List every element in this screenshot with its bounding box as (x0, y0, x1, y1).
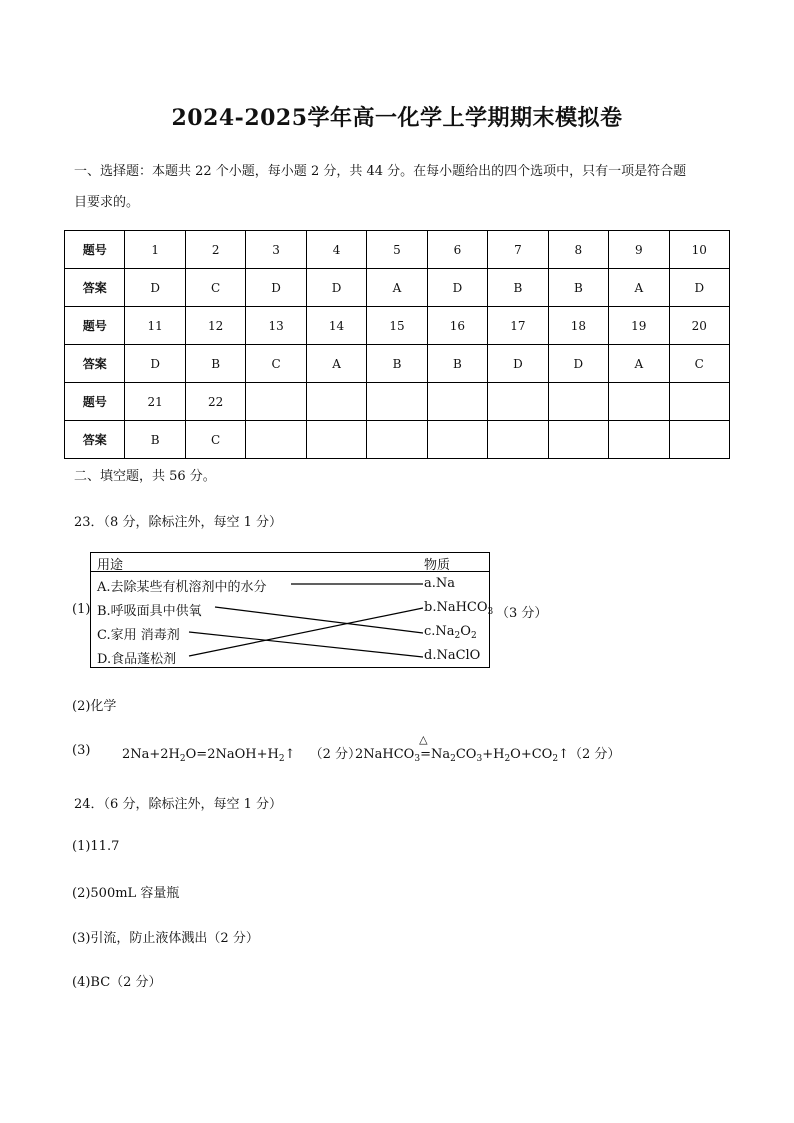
table-row-answer (65, 345, 730, 383)
question-number-cell: 18 (548, 307, 608, 345)
question-number-cell: 21 (125, 383, 185, 421)
eq2-part-a: 2NaHCO (355, 747, 415, 762)
question-number-cell: 12 (185, 307, 245, 345)
question-number-cell (427, 383, 487, 421)
eq1-part-c: ↑ (284, 747, 296, 762)
answer-cell: C (185, 269, 245, 307)
answer-cell: D (669, 269, 729, 307)
question-number-cell: 6 (427, 231, 487, 269)
heat-symbol: △ (419, 733, 428, 746)
question-number-cell: 16 (427, 307, 487, 345)
eq2-equals: = (420, 747, 431, 762)
question-number-cell: 4 (306, 231, 366, 269)
eq2-part-b: Na (430, 747, 451, 762)
q24-part3: (3)引流，防止液体溅出（2 分） (72, 931, 259, 946)
answer-cell: B (367, 345, 427, 383)
line-d-to-b (189, 608, 423, 656)
eq2-sub4: 2 (504, 754, 511, 764)
row-label-question: 题号 (65, 383, 125, 421)
eq1-sub1: 2 (179, 754, 186, 764)
question-number-cell (246, 383, 306, 421)
table-row-answer (65, 269, 730, 307)
answer-cell: B (488, 269, 548, 307)
eq2-sub5: 2 (552, 754, 559, 764)
eq2-part-d: +H (482, 747, 505, 762)
q24-header: 24．（6 分，除标注外，每空 1 分） (74, 797, 282, 812)
use-item-c: C.家用 消毒剂 (97, 628, 180, 643)
eq1-sub2: 2 (278, 754, 285, 764)
answer-cell: B (185, 345, 245, 383)
substance-c-mid: O (460, 624, 471, 639)
row-label-answer: 答案 (65, 421, 125, 459)
answer-cell: D (125, 345, 185, 383)
answer-cell (609, 421, 669, 459)
eq1-part-b: O=2NaOH+H (185, 747, 279, 762)
answer-cell (488, 421, 548, 459)
q23-part3-label: (3) (72, 743, 91, 758)
answer-cell: A (367, 269, 427, 307)
answer-cell: B (548, 269, 608, 307)
answer-table (64, 230, 730, 459)
answer-cell: D (246, 269, 306, 307)
substance-c-text: c.Na (424, 624, 455, 639)
q23-header: 23．（8 分，除标注外，每空 1 分） (74, 515, 282, 530)
column-header-substance: 物质 (424, 558, 451, 573)
question-number-cell (669, 383, 729, 421)
matching-lines (91, 553, 489, 667)
page-title: 2024-2025学年高一化学上学期期末模拟卷 (171, 105, 623, 131)
question-number-cell (367, 383, 427, 421)
table-row-question (65, 307, 730, 345)
question-number-cell: 17 (488, 307, 548, 345)
row-label-answer: 答案 (65, 345, 125, 383)
eq2-sub2: 2 (450, 754, 456, 764)
question-number-cell (488, 383, 548, 421)
answer-cell (306, 421, 366, 459)
answer-cell: D (125, 269, 185, 307)
eq2-part-c: CO (455, 747, 477, 762)
q24-part1: (1)11.7 (72, 839, 120, 854)
question-number-cell: 15 (367, 307, 427, 345)
line-c-to-d (189, 632, 423, 657)
use-item-b: B.呼吸面具中供氧 (97, 604, 202, 619)
answer-cell (427, 421, 487, 459)
answer-cell: C (246, 345, 306, 383)
table-row-answer (65, 421, 730, 459)
row-label-question: 题号 (65, 231, 125, 269)
eq1-score: （2 分） (309, 747, 361, 762)
question-number-cell: 2 (185, 231, 245, 269)
answer-cell (669, 421, 729, 459)
eq2-part-e: O+CO (510, 747, 553, 762)
question-number-cell: 10 (669, 231, 729, 269)
answer-cell (548, 421, 608, 459)
answer-cell: A (609, 269, 669, 307)
substance-a: a.Na (424, 576, 456, 591)
answer-cell: D (488, 345, 548, 383)
question-number-cell: 14 (306, 307, 366, 345)
question-number-cell (548, 383, 608, 421)
substance-b-text: b.NaHCO (424, 600, 488, 615)
q24-part4: (4)BC（2 分） (72, 975, 162, 990)
answer-cell: C (185, 421, 245, 459)
use-item-d: D.食品蓬松剂 (97, 652, 177, 667)
answer-cell: D (548, 345, 608, 383)
q23-part1-score: （3 分） (496, 606, 548, 621)
q23-part1-label: (1) (72, 602, 91, 617)
matching-diagram (90, 552, 494, 668)
section1-instruction-line1: 一、选择题：本题共 22 个小题，每小题 2 分，共 44 分。在每小题给出的四个选项中，只有一项是符合题 (74, 164, 687, 179)
substance-b-subscript: 3 (487, 607, 494, 617)
equation-1 (122, 743, 361, 764)
question-number-cell (306, 383, 366, 421)
table-row-question (65, 231, 730, 269)
question-number-cell: 19 (609, 307, 669, 345)
table-row-question (65, 383, 730, 421)
question-number-cell: 1 (125, 231, 185, 269)
eq1-part-a: 2Na+2H (122, 747, 180, 762)
question-number-cell: 13 (246, 307, 306, 345)
question-number-cell: 20 (669, 307, 729, 345)
q23-part2: (2)化学 (72, 699, 117, 714)
eq2-part-f: ↑（2 分） (558, 747, 621, 762)
answer-cell: B (125, 421, 185, 459)
row-label-answer: 答案 (65, 269, 125, 307)
eq2-sub3: 3 (476, 754, 483, 764)
answer-cell: D (306, 269, 366, 307)
substance-c-sub1: 2 (454, 631, 461, 641)
q24-part2: (2)500mL 容量瓶 (72, 886, 180, 901)
question-number-cell (609, 383, 669, 421)
question-number-cell: 8 (548, 231, 608, 269)
substance-c-sub2: 2 (470, 631, 477, 641)
question-number-cell: 22 (185, 383, 245, 421)
question-number-cell: 7 (488, 231, 548, 269)
answer-cell: D (427, 269, 487, 307)
section2-heading: 二、填空题，共 56 分。 (74, 469, 216, 484)
column-header-use: 用途 (97, 558, 124, 573)
answer-cell: A (609, 345, 669, 383)
eq2-sub1: 3 (414, 754, 421, 764)
question-number-cell: 11 (125, 307, 185, 345)
question-number-cell: 9 (609, 231, 669, 269)
question-number-cell: 3 (246, 231, 306, 269)
answer-cell (246, 421, 306, 459)
use-item-a: A.去除某些有机溶剂中的水分 (97, 580, 267, 595)
substance-d: d.NaClO (424, 648, 481, 663)
equation-2 (355, 733, 621, 764)
section1-instruction-line2: 目要求的。 (74, 195, 140, 210)
answer-cell (367, 421, 427, 459)
answer-cell: B (427, 345, 487, 383)
answer-cell: C (669, 345, 729, 383)
row-label-question: 题号 (65, 307, 125, 345)
question-number-cell: 5 (367, 231, 427, 269)
answer-cell: A (306, 345, 366, 383)
